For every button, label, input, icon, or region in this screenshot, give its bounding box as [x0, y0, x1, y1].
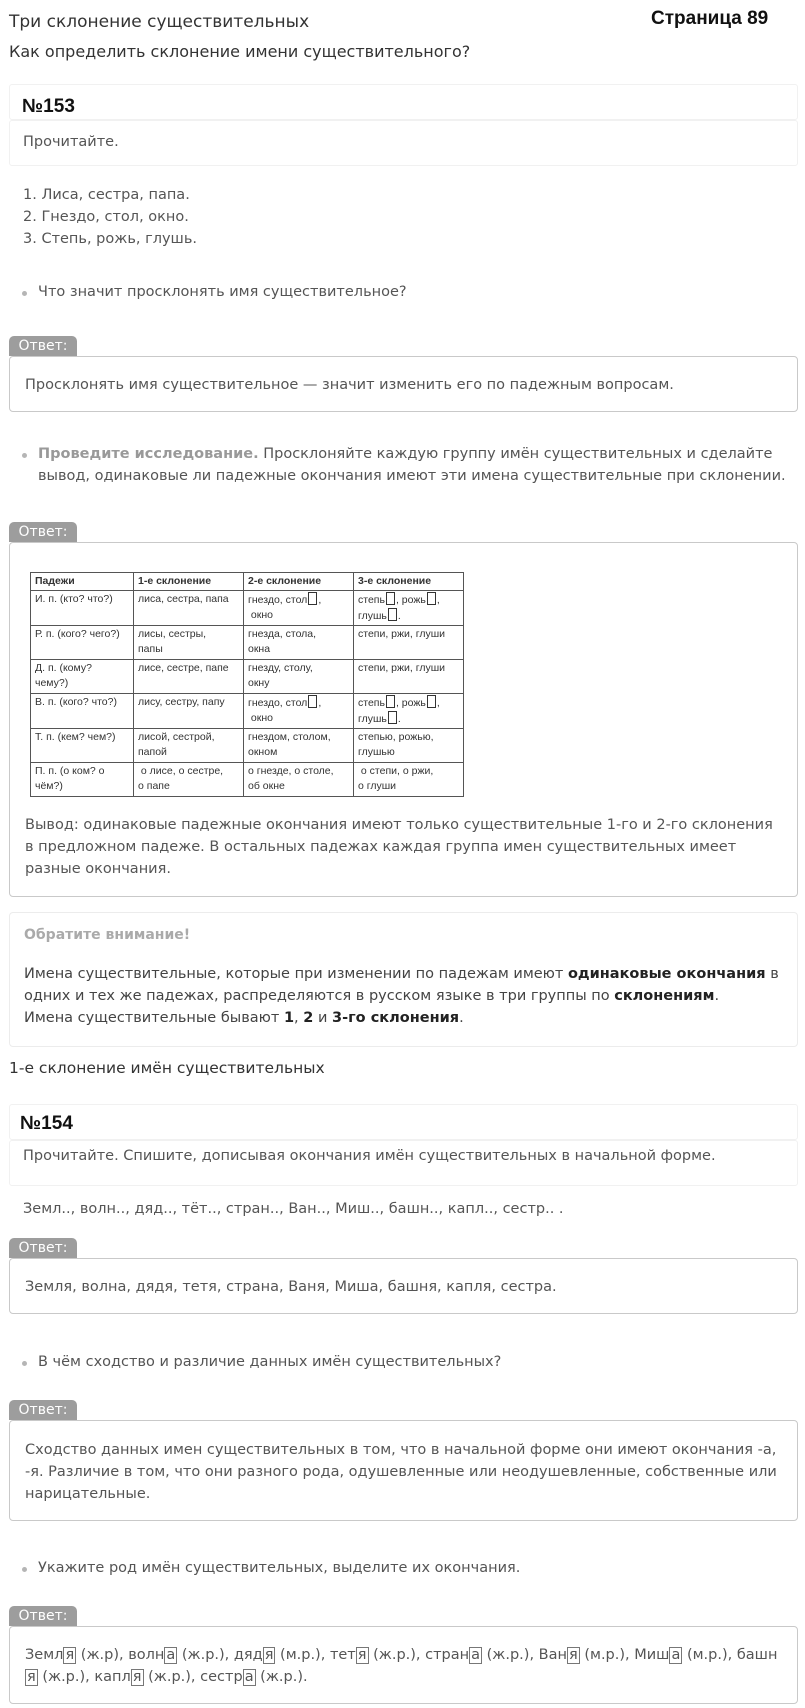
empty-ending-mark	[386, 695, 395, 708]
table-row	[31, 763, 464, 797]
table-cell: В. п. (кого? что?)	[31, 694, 134, 729]
empty-ending-mark	[427, 592, 436, 605]
page-subtitle: Как определить склонение имени существительного?	[9, 42, 471, 61]
table-row	[31, 694, 464, 729]
empty-ending-mark	[386, 592, 395, 605]
bullet-icon	[22, 1567, 27, 1572]
table-row	[31, 591, 464, 626]
table-cell: Р. п. (кого? чего?)	[31, 626, 134, 660]
question-2	[38, 446, 772, 462]
page-number: Страница 89	[651, 8, 769, 29]
bullet-icon	[22, 453, 27, 458]
answer-box-1	[9, 356, 798, 412]
table-header-cell: 2-е склонение	[244, 573, 354, 591]
question-2-text: Просклоняйте каждую группу имён существительных и сделайте	[263, 446, 773, 462]
table-cell: лису, сестру, папу	[134, 694, 244, 729]
table-header-cell: 3-е склонение	[354, 573, 464, 591]
attention-note	[9, 912, 798, 1047]
section-heading: 1-е склонение имён существительных	[9, 1059, 325, 1077]
answer-text: Просклонять имя существительное — значит изменить его по падежным вопросам.	[25, 377, 674, 393]
question-2-lead: Проведите исследование.	[38, 446, 259, 462]
table-cell: степью, рожью, глушью	[354, 729, 464, 763]
task-154-instruction: Прочитайте. Спишите, дописывая окончания имён существительных в начальной форме.	[23, 1148, 716, 1164]
table-cell: лисы, сестры, папы	[134, 626, 244, 660]
table-cell: лисе, сестре, папе	[134, 660, 244, 694]
table-cell: о гнезде, о столе, об окне	[244, 763, 354, 797]
table-cell: лиса, сестра, папа	[134, 591, 244, 626]
task-number-153: №153	[22, 96, 75, 117]
table-cell: степь , рожь , глушь .	[354, 694, 464, 729]
answer-label: Ответ:	[9, 1400, 77, 1420]
answer-box-3	[9, 1258, 798, 1314]
answer-box-4	[9, 1420, 798, 1521]
task-153-instruction-box	[9, 120, 798, 166]
page-title: Три склонение существительных	[9, 12, 310, 32]
empty-ending-mark	[388, 711, 397, 724]
word-list-item: 2. Гнездо, стол, окно.	[23, 209, 189, 225]
table-cell: гнезду, столу, окну	[244, 660, 354, 694]
exercise-words: Земл.., волн.., дяд.., тёт.., стран.., Ван.., Миш.., башн.., капл.., сестр.. .	[23, 1201, 564, 1217]
table-row	[31, 626, 464, 660]
answer-text: Сходство данных имен существительных в том, что в начальной форме они имеют окончания -а, -я. Различие в том, что они разного рода, одушевленные или неодушевленные, собственные или нарицательные.	[25, 1442, 777, 1502]
answer-text: Земля, волна, дядя, тетя, страна, Ваня, Миша, башня, капля, сестра.	[25, 1279, 557, 1295]
table-header-cell: Падежи	[31, 573, 134, 591]
question-2-text-line2: вывод, одинаковые ли падежные окончания имеют эти имена существительные при склонении.	[38, 468, 786, 484]
empty-ending-mark	[308, 592, 317, 605]
answer-label: Ответ:	[9, 1238, 77, 1258]
note-title: Обратите внимание!	[24, 927, 191, 943]
empty-ending-mark	[308, 695, 317, 708]
question-3: В чём сходство и различие данных имён существительных?	[38, 1354, 502, 1370]
task-154-header-box	[9, 1104, 798, 1140]
table-cell: о степи, о ржи, о глуши	[354, 763, 464, 797]
table-cell: о лисе, о сестре, о папе	[134, 763, 244, 797]
task-153-header-box	[9, 84, 798, 120]
task-153-instruction: Прочитайте.	[23, 134, 119, 150]
table-cell: степи, ржи, глуши	[354, 626, 464, 660]
empty-ending-mark	[388, 608, 397, 621]
table-row	[31, 660, 464, 694]
answer-text: Земл я (ж.р), волн а (ж.р.), дяд я (м.р.), тет я (ж.р.), стран а (ж.р.), Ван я (м.р.), Миш а (м.р.), башня (ж.р.), капл я (ж.р.), сестр а (ж.р.).	[25, 1647, 778, 1685]
note-text: Имена существительные, которые при изменении по падежам имеют одинаковые окончания в одних и тех же падежах, распределяются в русском языке в три группы по склонениям. Имена существительные бывают 1, 2 и 3-го склонения.	[24, 966, 779, 1026]
word-list-item: 3. Степь, рожь, глушь.	[23, 231, 197, 247]
question-1: Что значит просклонять имя существительное?	[38, 284, 407, 300]
task-number-154: №154	[20, 1113, 73, 1134]
table-cell: И. п. (кто? что?)	[31, 591, 134, 626]
table-cell: гнезда, стола, окна	[244, 626, 354, 660]
table-cell: П. п. (о ком? о чём?)	[31, 763, 134, 797]
table-cell: степи, ржи, глуши	[354, 660, 464, 694]
table-cell: лисой, сестрой, папой	[134, 729, 244, 763]
table-row	[31, 729, 464, 763]
answer-label: Ответ:	[9, 336, 77, 356]
bullet-icon	[22, 1361, 27, 1366]
table-cell: гнездо, стол , окно	[244, 694, 354, 729]
table-cell: гнездо, стол , окно	[244, 591, 354, 626]
answer-text: Вывод: одинаковые падежные окончания имеют только существительные 1-го и 2-го склонения в предложном падеже. В остальных падежах каждая группа имен существительных имеет разные окончания.	[25, 817, 773, 877]
answer-box-5	[9, 1626, 798, 1704]
table-cell: Т. п. (кем? чем?)	[31, 729, 134, 763]
table-header-cell: 1-е склонение	[134, 573, 244, 591]
word-list-item: 1. Лиса, сестра, папа.	[23, 187, 190, 203]
answer-label: Ответ:	[9, 522, 77, 542]
answer-label: Ответ:	[9, 1606, 77, 1626]
table-cell: Д. п. (кому? чему?)	[31, 660, 134, 694]
table-header-row	[31, 573, 464, 591]
table-cell: степь , рожь , глушь .	[354, 591, 464, 626]
declension-table	[30, 572, 464, 797]
bullet-icon	[22, 291, 27, 296]
table-cell: гнездом, столом, окном	[244, 729, 354, 763]
question-4: Укажите род имён существительных, выделите их окончания.	[38, 1560, 521, 1576]
empty-ending-mark	[427, 695, 436, 708]
